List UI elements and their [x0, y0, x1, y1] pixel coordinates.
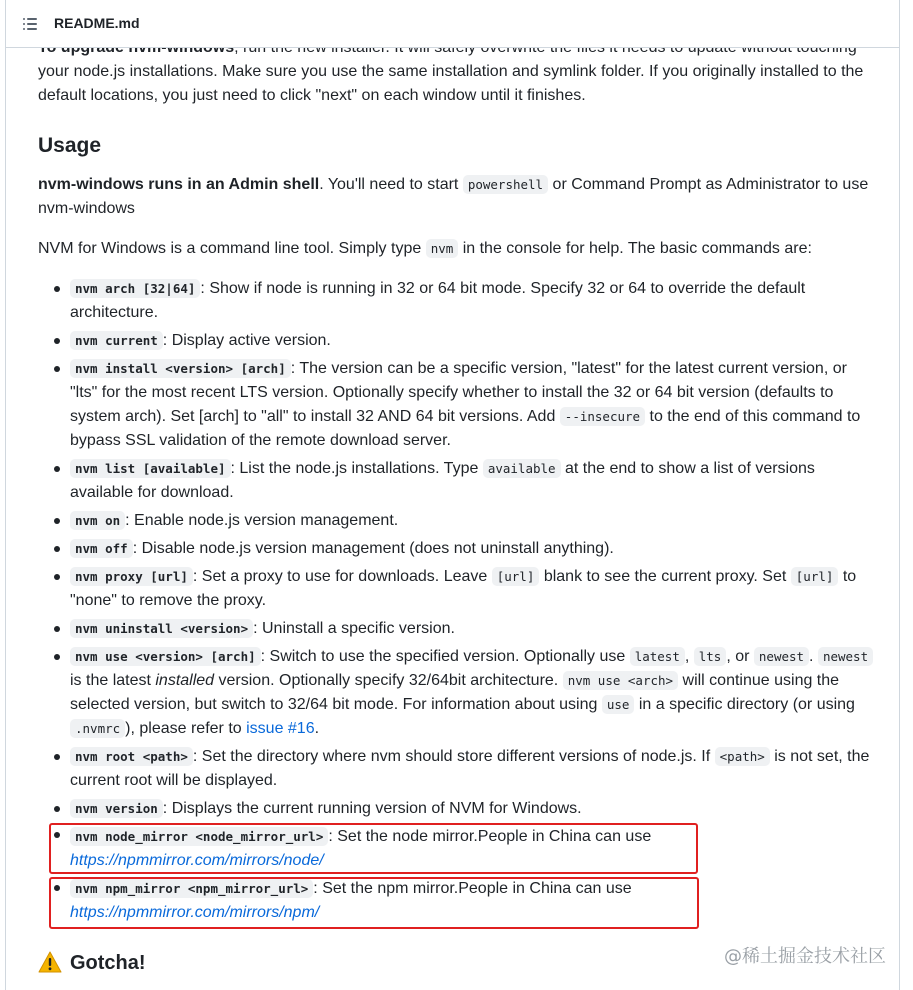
list-item-npm-mirror: nvm npm_mirror <npm_mirror_url> : Set the npm mirror.People in China can use: [70, 877, 632, 901]
list-item-proxy-cont: "none" to remove the proxy.: [70, 592, 267, 609]
list-bullet: [54, 286, 60, 292]
list-item-list-cont: available for download.: [70, 484, 234, 501]
usage-paragraph-2: NVM for Windows is a command line tool. Simply type nvm in the console for help. The basic commands are:: [38, 240, 812, 257]
list-item-root-cont: current root will be displayed.: [70, 772, 278, 789]
list-item-root: nvm root <path> : Set the directory where nvm should store different versions of node.js. If <path> is not set, the: [70, 745, 869, 769]
code-nvm: nvm: [426, 239, 459, 258]
readme-header: [6, 0, 899, 48]
watermark: @稀土掘金技术社区: [724, 946, 886, 967]
highlight-box-node-mirror: [49, 823, 698, 874]
list-item-list: nvm list [available] : List the node.js installations. Type available at the end to show a list of versions: [70, 457, 815, 481]
highlight-box-npm-mirror: [49, 877, 699, 929]
gotcha-heading: Gotcha!: [70, 952, 146, 974]
npm-mirror-link[interactable]: https://npmmirror.com/mirrors/npm/: [70, 904, 320, 921]
list-bullet: [54, 654, 60, 660]
usage-heading: Usage: [38, 134, 102, 157]
list-item-use-cont-2: selected version, but switch to 32/64 bit mode. For information about using use in a specific directory (or using: [70, 696, 855, 713]
list-item-use-cont-3: .nvmrc ), please refer to issue #16.: [70, 717, 319, 741]
list-item-install: nvm install <version> [arch] : The version can be a specific version, "latest" for the latest current version, or: [70, 357, 847, 381]
list-item-install-cont-2: system arch). Set [arch] to "all" to install 32 AND 64 bit versions. Add --insecure to the end of this command to: [70, 408, 861, 425]
code-powershell: powershell: [463, 175, 548, 194]
list-icon[interactable]: [23, 17, 37, 30]
list-bullet: [54, 806, 60, 812]
list-item-use-cont-1: is the latest installed version. Optionally specify 32/64bit architecture. nvm use <arch> will continue using the: [70, 672, 840, 689]
node-mirror-link[interactable]: https://npmmirror.com/mirrors/node/: [70, 852, 324, 869]
list-bullet: [54, 626, 60, 632]
intro-line-1: your node.js installations. Make sure you use the same installation and symlink folder. If you originally installed to the: [38, 63, 864, 80]
list-bullet: [54, 518, 60, 524]
list-item-off: nvm off : Disable node.js version management (does not uninstall anything).: [70, 537, 614, 561]
list-item-on: nvm on : Enable node.js version management.: [70, 509, 398, 533]
list-item-arch: nvm arch [32|64] : Show if node is running in 32 or 64 bit mode. Specify 32 or 64 to override the default: [70, 277, 805, 301]
list-bullet: [54, 338, 60, 344]
list-item-version: nvm version : Displays the current running version of NVM for Windows.: [70, 797, 582, 821]
list-bullet: [54, 754, 60, 760]
intro-line-2: default locations, you just need to click "next" on each window until it finishes.: [38, 87, 586, 104]
list-item-node-mirror: nvm node_mirror <node_mirror_url> : Set the node mirror.People in China can use: [70, 825, 651, 849]
warning-icon: [38, 951, 62, 973]
list-bullet: [54, 366, 60, 372]
issue-16-link[interactable]: issue #16: [246, 720, 315, 737]
list-bullet: [54, 466, 60, 472]
list-item-current: nvm current : Display active version.: [70, 329, 331, 353]
list-item-uninstall: nvm uninstall <version> : Uninstall a specific version.: [70, 617, 455, 641]
list-item-proxy: nvm proxy [url] : Set a proxy to use for downloads. Leave [url] blank to see the current proxy. Set [url] to: [70, 565, 856, 589]
list-item-arch-cont: architecture.: [70, 304, 159, 321]
list-bullet: [54, 574, 60, 580]
usage-paragraph-1-line-2: nvm-windows: [38, 200, 135, 217]
list-bullet: [54, 546, 60, 552]
usage-paragraph-1: nvm-windows runs in an Admin shell. You'll need to start powershell or Command Prompt as Administrator to use: [38, 176, 869, 193]
readme-filename: README.md: [54, 15, 140, 31]
list-item-use: nvm use <version> [arch] : Switch to use the specified version. Optionally use latest , lts , or newest . newest: [70, 645, 873, 669]
list-item-install-cont-1: "lts" for the most recent LTS version. Optionally specify whether to install the 32 or 64 bit version (defaults to: [70, 384, 834, 401]
list-item-install-cont-3: bypass SSL validation of the remote download server.: [70, 432, 451, 449]
